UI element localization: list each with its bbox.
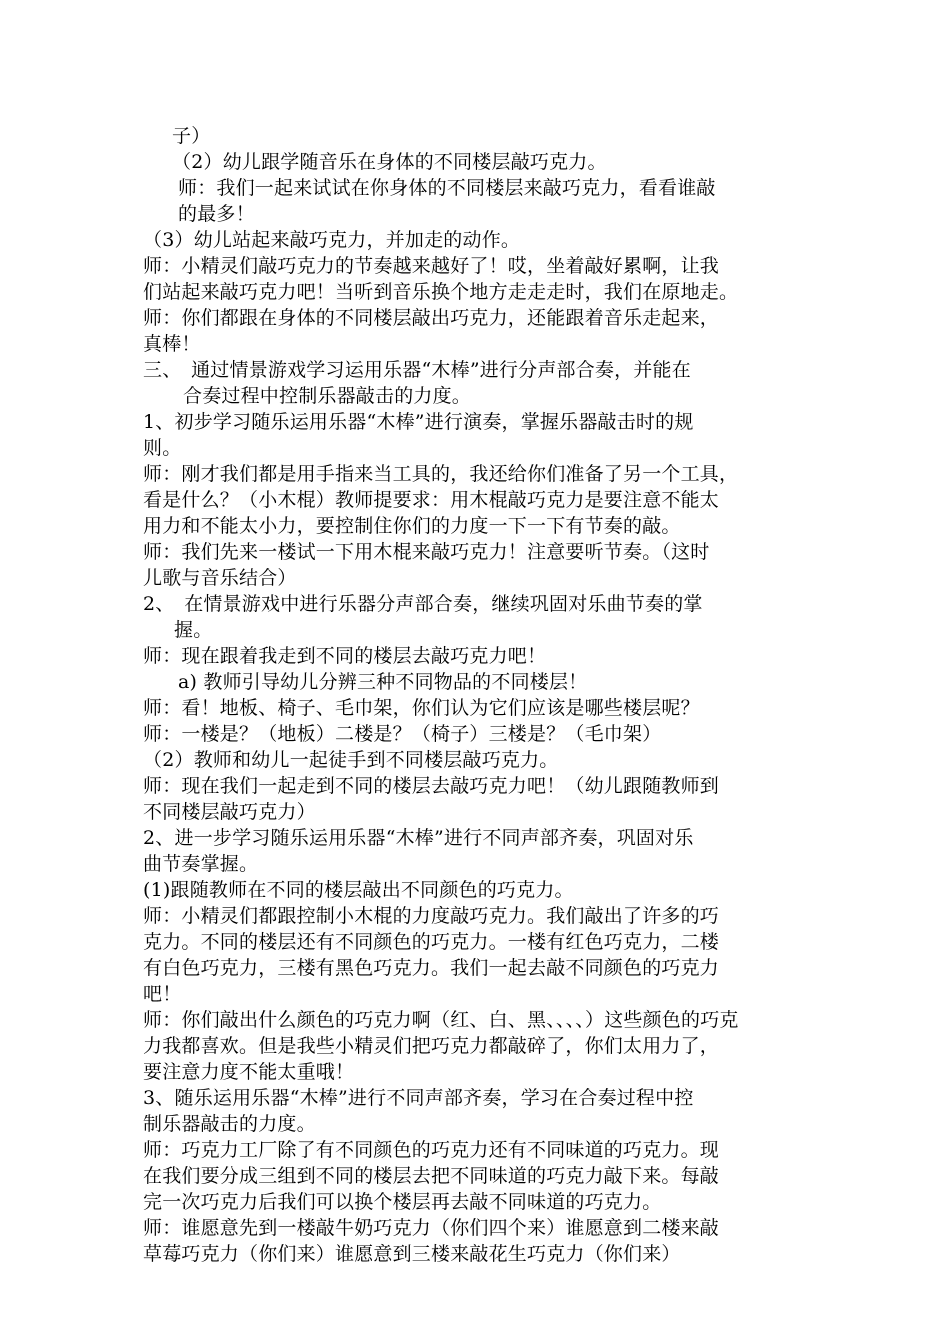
text-line: 们站起来敲巧克力吧！当听到音乐换个地方走走走时，我们在原地走。 [143, 281, 739, 303]
text-line: 握。 [174, 619, 213, 641]
text-line: 用力和不能太小力，要控制住你们的力度一下一下有节奏的敲。 [143, 515, 681, 537]
text-line: 吧！ [143, 983, 182, 1005]
text-line: 子） [172, 125, 211, 147]
text-line: 真棒！ [143, 333, 201, 355]
text-line: 完一次巧克力后我们可以换个楼层再去敲不同味道的巧克力。 [143, 1191, 662, 1213]
text-line: 在我们要分成三组到不同的楼层去把不同味道的巧克力敲下来。每敲 [143, 1165, 720, 1187]
text-line: 师：小精灵们敲巧克力的节奏越来越好了！哎，坐着敲好累啊，让我 [143, 255, 720, 277]
text-line: 曲节奏掌握。 [143, 853, 259, 875]
section-heading: 合奏过程中控制乐器敲击的力度。 [183, 385, 472, 407]
text-line: a) 教师引导幼儿分辨三种不同物品的不同楼层！ [178, 671, 588, 693]
text-line: 草莓巧克力（你们来）谁愿意到三楼来敲花生巧克力（你们来） [143, 1243, 681, 1265]
text-line: (1)跟随教师在不同的楼层敲出不同颜色的巧克力。 [143, 879, 574, 901]
text-line: 制乐器敲击的力度。 [143, 1113, 316, 1135]
text-line: 师：一楼是？（地板）二楼是？（椅子）三楼是？（毛巾架） [143, 723, 662, 745]
text-line: 2、 在情景游戏中进行乐器分声部合奏，继续巩固对乐曲节奏的掌 [143, 593, 703, 615]
text-line: 不同楼层敲巧克力） [143, 801, 316, 823]
text-line: 师：现在跟着我走到不同的楼层去敲巧克力吧！ [143, 645, 547, 667]
text-line: 有白色巧克力，三楼有黑色巧克力。我们一起去敲不同颜色的巧克力 [143, 957, 720, 979]
text-line: 则。 [143, 437, 182, 459]
text-line: 要注意力度不能太重哦！ [143, 1061, 355, 1083]
text-line: 师：刚才我们都是用手指来当工具的，我还给你们准备了另一个工具， [143, 463, 739, 485]
text-line: 师：谁愿意先到一楼敲牛奶巧克力（你们四个来）谁愿意到二楼来敲 [143, 1217, 720, 1239]
text-line: 师：小精灵们都跟控制小木棍的力度敲巧克力。我们敲出了许多的巧 [143, 905, 720, 927]
text-line: 儿歌与音乐结合） [143, 567, 297, 589]
text-line: 2、进一步学习随乐运用乐器“木棒”进行不同声部齐奏，巩固对乐 [143, 827, 694, 849]
text-line: 力我都喜欢。但是我些小精灵们把巧克力都敲碎了，你们太用力了， [143, 1035, 720, 1057]
text-line: 师：我们先来一楼试一下用木棍来敲巧克力！注意要听节奏。（这时 [143, 541, 710, 563]
text-line: 的最多！ [178, 203, 255, 225]
text-line: （2）教师和幼儿一起徒手到不同楼层敲巧克力。 [143, 749, 559, 771]
text-line: （3）幼儿站起来敲巧克力，并加走的动作。 [143, 229, 521, 251]
text-line: 看是什么？（小木棍）教师提要求：用木棍敲巧克力是要注意不能太 [143, 489, 720, 511]
text-line: 克力。不同的楼层还有不同颜色的巧克力。一楼有红色巧克力，二楼 [143, 931, 720, 953]
text-line: 师：巧克力工厂除了有不同颜色的巧克力还有不同味道的巧克力。现 [143, 1139, 720, 1161]
text-line: 3、随乐运用乐器“木棒”进行不同声部齐奏，学习在合奏过程中控 [143, 1087, 694, 1109]
text-line: 师：你们敲出什么颜色的巧克力啊（红、白、黑、、、、）这些颜色的巧克 [143, 1009, 739, 1031]
text-line: 师：看！地板、椅子、毛巾架，你们认为它们应该是哪些楼层呢？ [143, 697, 700, 719]
text-line: 师：你们都跟在身体的不同楼层敲出巧克力，还能跟着音乐走起来， [143, 307, 720, 329]
text-line: 师：我们一起来试试在你身体的不同楼层来敲巧克力，看看谁敲 [178, 177, 716, 199]
text-line: 师：现在我们一起走到不同的楼层去敲巧克力吧！（幼儿跟随教师到 [143, 775, 720, 797]
text-line: （2）幼儿跟学随音乐在身体的不同楼层敲巧克力。 [172, 151, 607, 173]
section-heading: 三、 通过情景游戏学习运用乐器“木棒”进行分声部合奏，并能在 [143, 359, 691, 381]
text-line: 1、初步学习随乐运用乐器“木棒”进行演奏，掌握乐器敲击时的规 [143, 411, 694, 433]
